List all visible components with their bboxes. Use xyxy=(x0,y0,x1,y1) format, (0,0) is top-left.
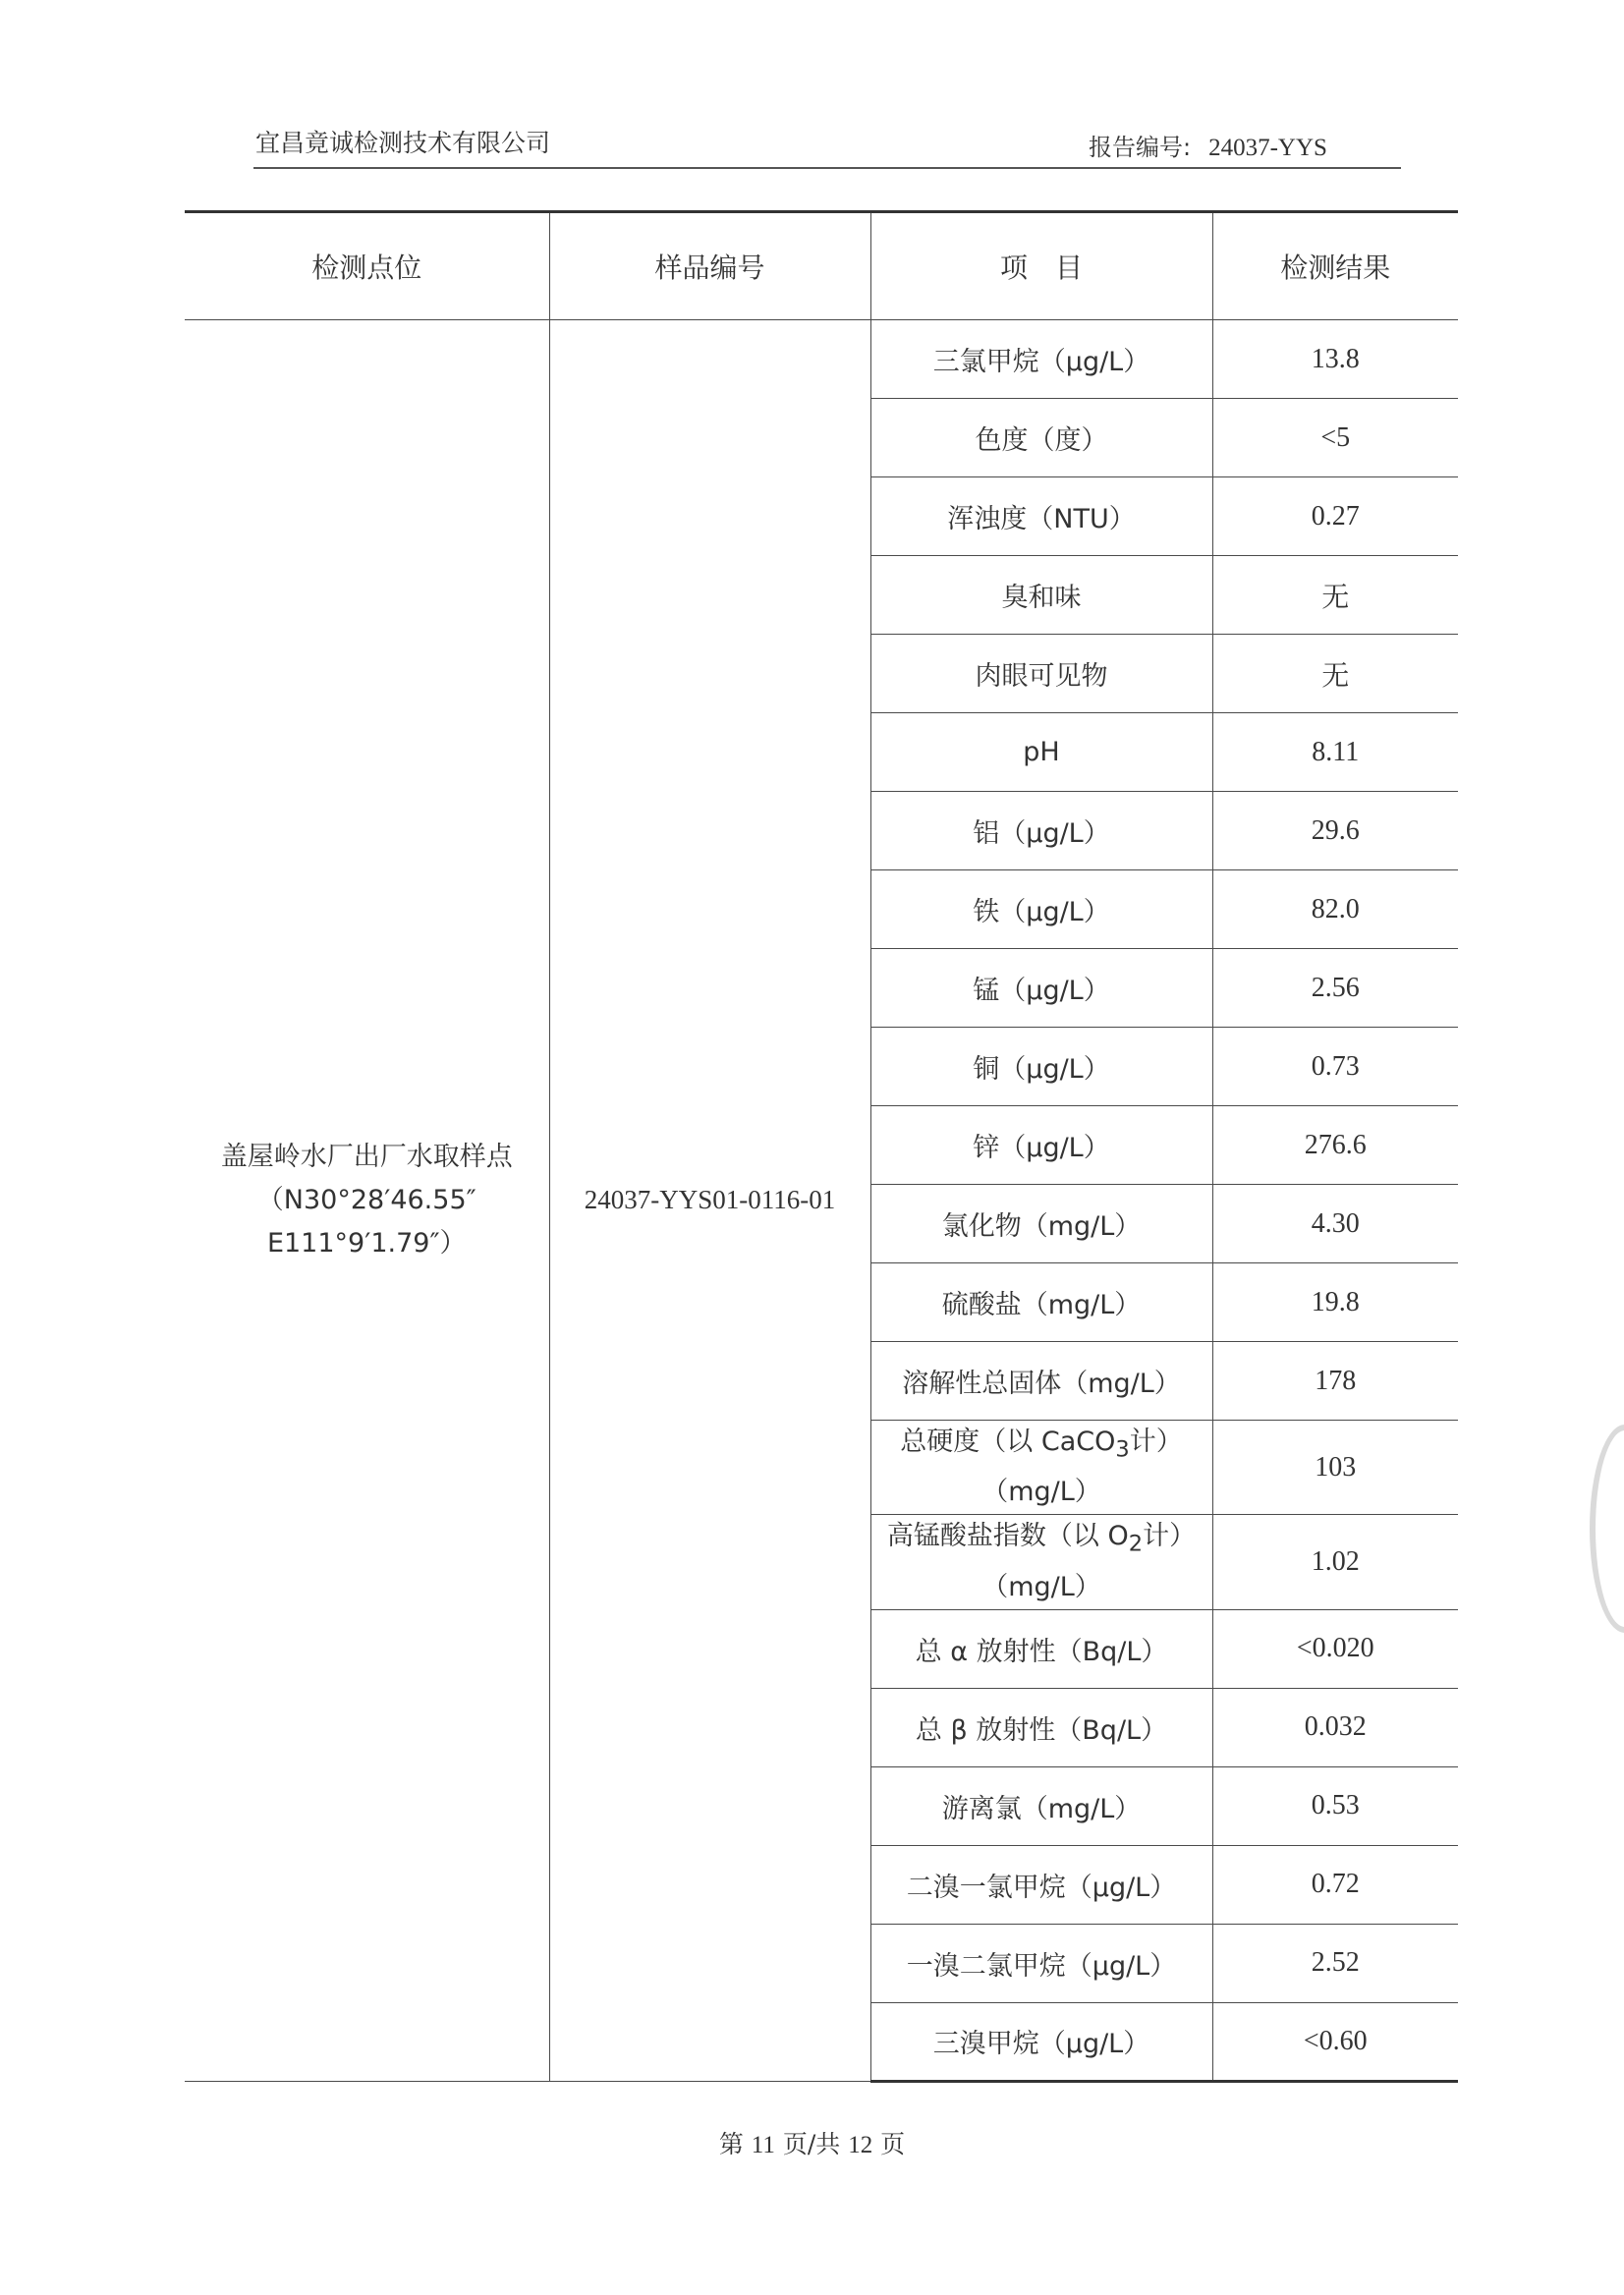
value-cell: 无 xyxy=(1212,635,1458,713)
item-cell: 总 β 放射性（Bq/L） xyxy=(870,1688,1212,1766)
item-cell: 游离氯（mg/L） xyxy=(870,1766,1212,1845)
item-subscript: 3 xyxy=(1115,1436,1130,1463)
value-cell: 0.73 xyxy=(1212,1028,1458,1106)
item-cell: 锰（μg/L） xyxy=(870,949,1212,1028)
item-cell: 色度（度） xyxy=(870,399,1212,477)
item-cell: 硫酸盐（mg/L） xyxy=(870,1263,1212,1342)
item-cell: 肉眼可见物 xyxy=(870,635,1212,713)
page-prefix: 第 xyxy=(718,2130,744,2158)
table-row xyxy=(185,320,1458,399)
header-location: 检测点位 xyxy=(185,212,549,320)
item-cell: 臭和味 xyxy=(870,556,1212,635)
value-cell: 178 xyxy=(1212,1342,1458,1421)
results-table xyxy=(185,210,1458,2083)
item-cell: 三溴甲烷（μg/L） xyxy=(870,2002,1212,2081)
header-item: 项 目 xyxy=(870,212,1212,320)
value-cell: 8.11 xyxy=(1212,713,1458,792)
item-cell: 铁（μg/L） xyxy=(870,870,1212,949)
value-cell: 无 xyxy=(1212,556,1458,635)
results-table-container xyxy=(185,210,1458,2083)
value-cell: 82.0 xyxy=(1212,870,1458,949)
value-cell: 13.8 xyxy=(1212,320,1458,399)
location-latitude: （N30°28′46.55″ xyxy=(256,1184,476,1215)
value-cell: 0.72 xyxy=(1212,1845,1458,1924)
page-total: 12 xyxy=(848,2132,873,2158)
item-text: 计） xyxy=(1143,1521,1197,1552)
item-line-1 xyxy=(877,1515,1206,1565)
value-cell: 19.8 xyxy=(1212,1263,1458,1342)
item-cell xyxy=(870,1515,1212,1609)
header-result: 检测结果 xyxy=(1212,212,1458,320)
value-cell: 0.53 xyxy=(1212,1766,1458,1845)
report-number-block xyxy=(1089,128,1327,162)
value-cell: 2.52 xyxy=(1212,1924,1458,2002)
item-cell: 溶解性总固体（mg/L） xyxy=(870,1342,1212,1421)
page-footer xyxy=(0,2125,1624,2160)
value-cell: 2.56 xyxy=(1212,949,1458,1028)
page-current: 11 xyxy=(751,2132,775,2158)
value-cell: 0.032 xyxy=(1212,1688,1458,1766)
location-longitude: E111°9′1.79″） xyxy=(266,1227,467,1259)
item-line-2: （mg/L） xyxy=(981,1477,1101,1508)
item-text: 计） xyxy=(1129,1427,1183,1457)
item-cell: 锌（μg/L） xyxy=(870,1106,1212,1185)
report-number-value: 24037-YYS xyxy=(1208,135,1327,161)
value-cell: 0.27 xyxy=(1212,477,1458,556)
item-text: 总硬度（以 CaCO xyxy=(900,1427,1116,1457)
item-text: 高锰酸盐指数（以 O xyxy=(886,1521,1129,1552)
item-cell: pH xyxy=(870,713,1212,792)
item-line-2: （mg/L） xyxy=(981,1571,1101,1602)
item-cell: 一溴二氯甲烷（μg/L） xyxy=(870,1924,1212,2002)
page-suffix: 页 xyxy=(880,2130,906,2158)
item-cell xyxy=(870,1421,1212,1515)
sampling-location-cell xyxy=(185,320,549,2082)
value-cell: <5 xyxy=(1212,399,1458,477)
location-name: 盖屋岭水厂出厂水取样点 xyxy=(220,1141,513,1172)
value-cell: <0.60 xyxy=(1212,2002,1458,2081)
item-cell: 铜（μg/L） xyxy=(870,1028,1212,1106)
item-cell: 铝（μg/L） xyxy=(870,792,1212,870)
company-name: 宜昌竟诚检测技术有限公司 xyxy=(255,129,551,157)
sample-id-cell: 24037-YYS01-0116-01 xyxy=(549,320,870,2082)
item-cell: 三氯甲烷（μg/L） xyxy=(870,320,1212,399)
item-cell: 二溴一氯甲烷（μg/L） xyxy=(870,1845,1212,1924)
value-cell: 1.02 xyxy=(1212,1515,1458,1609)
item-cell: 氯化物（mg/L） xyxy=(870,1185,1212,1263)
page-mid: 页/共 xyxy=(782,2130,841,2158)
value-cell: 29.6 xyxy=(1212,792,1458,870)
header-sample-id: 样品编号 xyxy=(549,212,870,320)
value-cell: <0.020 xyxy=(1212,1609,1458,1688)
item-cell: 总 α 放射性（Bq/L） xyxy=(870,1609,1212,1688)
item-subscript: 2 xyxy=(1128,1531,1144,1557)
value-cell: 4.30 xyxy=(1212,1185,1458,1263)
seal-stamp-edge xyxy=(1590,1425,1624,1633)
header-divider xyxy=(253,167,1401,169)
value-cell: 276.6 xyxy=(1212,1106,1458,1185)
item-line-1 xyxy=(877,1421,1206,1471)
value-cell: 103 xyxy=(1212,1421,1458,1515)
item-cell: 浑浊度（NTU） xyxy=(870,477,1212,556)
table-header-row xyxy=(185,212,1458,320)
report-number-label: 报告编号: xyxy=(1089,134,1192,161)
